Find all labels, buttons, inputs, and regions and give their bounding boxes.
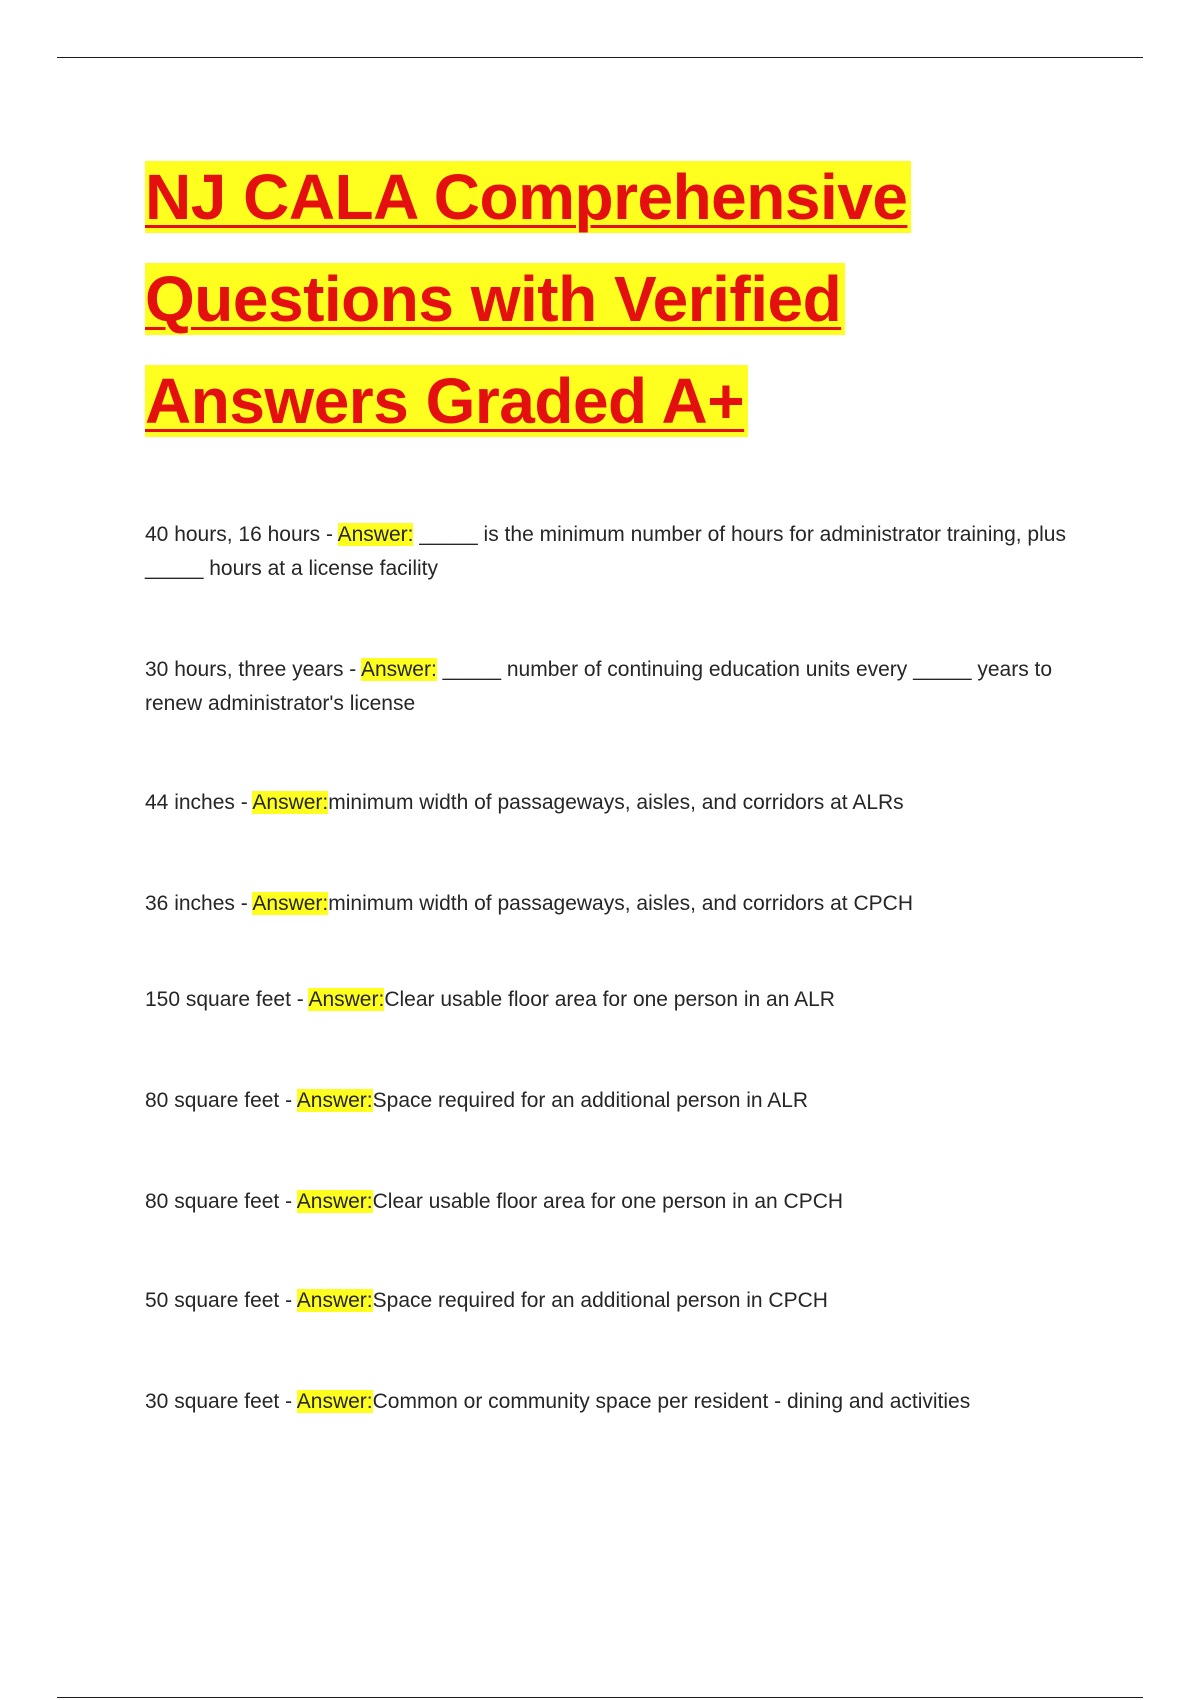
qa-item xyxy=(145,1084,1075,1118)
answer-label: Answer: xyxy=(296,1089,373,1112)
qa-term: 30 hours, three years - xyxy=(145,658,361,681)
footer-rule xyxy=(57,1697,1143,1698)
qa-term: 50 square feet - xyxy=(145,1289,297,1312)
qa-definition: Clear usable floor area for one person in an CPCH xyxy=(372,1190,844,1213)
qa-item xyxy=(145,1385,1075,1419)
answer-label: Answer: xyxy=(296,1190,373,1213)
qa-term: 80 square feet - xyxy=(145,1089,297,1112)
answer-label: Answer: xyxy=(296,1289,373,1312)
qa-term: 44 inches - xyxy=(145,791,253,814)
qa-term: 40 hours, 16 hours - xyxy=(145,523,338,546)
title-line: Answers Graded A+ xyxy=(145,365,748,437)
qa-term: 150 square feet - xyxy=(145,988,309,1011)
qa-item xyxy=(145,1284,1075,1318)
qa-definition: Clear usable floor area for one person in an ALR xyxy=(384,988,835,1011)
header-rule xyxy=(57,57,1143,58)
qa-term: 80 square feet - xyxy=(145,1190,297,1213)
document-title xyxy=(145,146,1045,452)
title-line: Questions with Verified xyxy=(145,263,845,335)
qa-item xyxy=(145,887,1075,921)
qa-definition: _____ number of continuing education units every _____ years to renew administrator's license xyxy=(145,658,1053,715)
qa-term: 36 inches - xyxy=(145,892,253,915)
qa-definition: minimum width of passageways, aisles, and corridors at CPCH xyxy=(328,892,913,915)
answer-label: Answer: xyxy=(252,892,329,915)
qa-item xyxy=(145,653,1075,721)
qa-definition: minimum width of passageways, aisles, and corridors at ALRs xyxy=(328,791,904,814)
answer-label: Answer: xyxy=(252,791,329,814)
qa-definition: Space required for an additional person in ALR xyxy=(372,1089,809,1112)
qa-definition: _____ is the minimum number of hours for administrator training, plus _____ hours at a license facility xyxy=(145,523,1066,580)
qa-item xyxy=(145,1185,1075,1219)
qa-item xyxy=(145,983,1075,1017)
qa-item xyxy=(145,518,1075,586)
answer-label: Answer: xyxy=(308,988,385,1011)
answer-label: Answer: xyxy=(296,1390,373,1413)
answer-label: Answer: xyxy=(360,658,437,681)
title-line: NJ CALA Comprehensive xyxy=(145,161,911,233)
qa-item xyxy=(145,786,1075,820)
qa-term: 30 square feet - xyxy=(145,1390,297,1413)
qa-definition: Space required for an additional person in CPCH xyxy=(372,1289,828,1312)
answer-label: Answer: xyxy=(337,523,414,546)
qa-definition: Common or community space per resident - dining and activities xyxy=(372,1390,971,1413)
